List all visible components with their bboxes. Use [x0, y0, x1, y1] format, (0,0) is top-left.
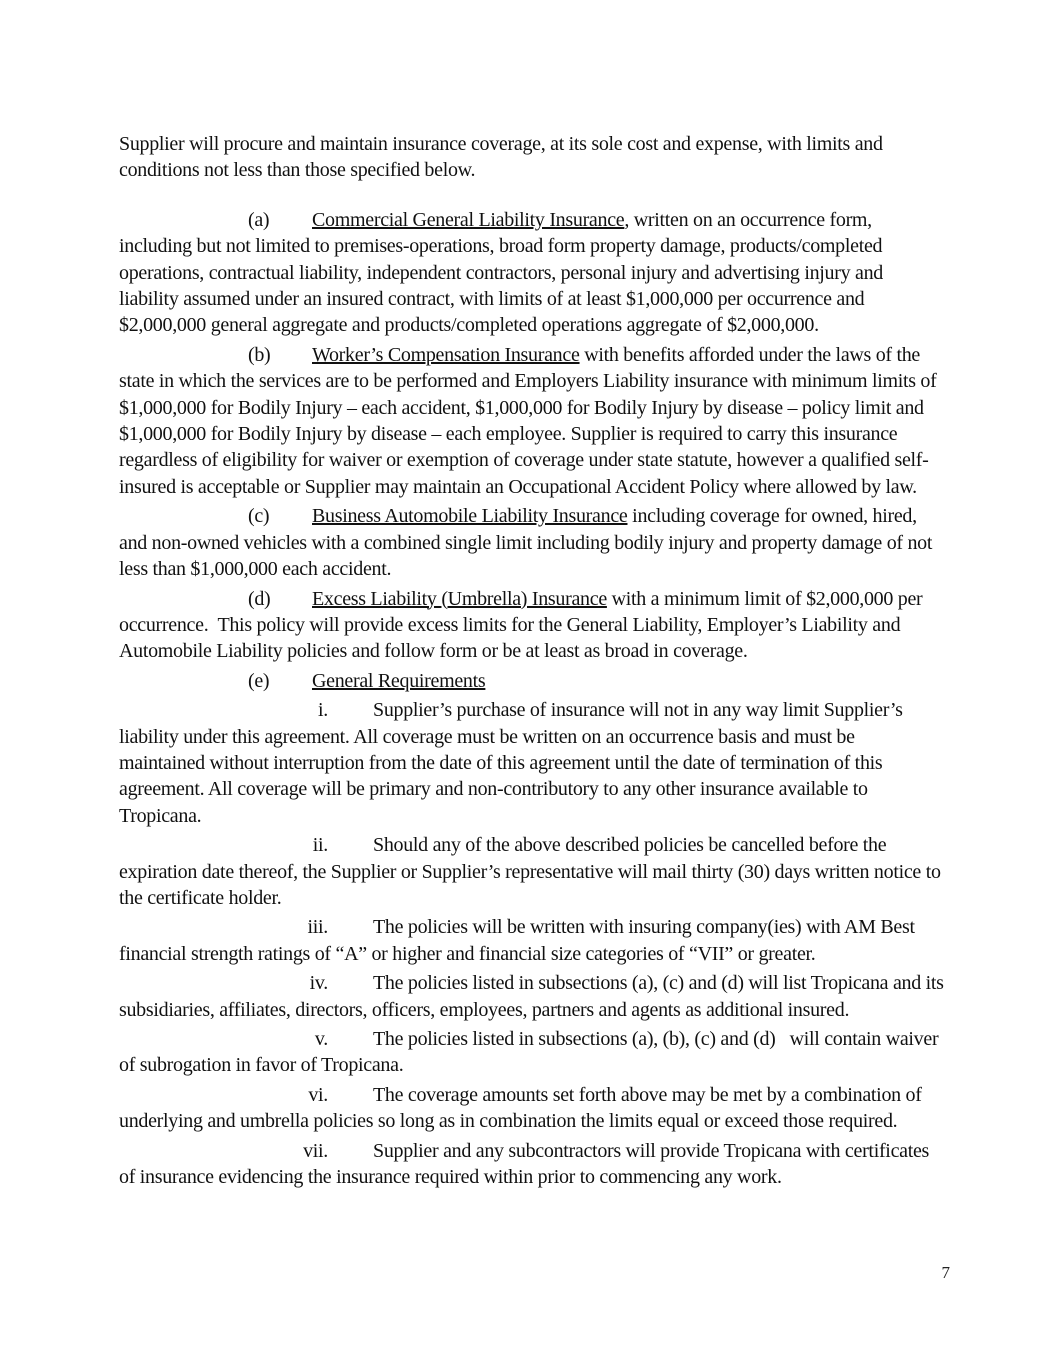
requirement-paragraph-iii [119, 914, 945, 967]
requirement-paragraph-vii [119, 1138, 945, 1191]
requirement-text-iii: The policies will be written with insuring company(ies) with AM Best financial strength ratings of “A” or higher and financial size categories of “VII” or greater. [119, 916, 920, 965]
requirement-text-i: Supplier’s purchase of insurance will not in any way limit Supplier’s liability under this agreement. All coverage must be written on an occurrence basis and must be maintained without interruption from the date of this agreement until the date of termination of this agreement. All coverage will be primary and non-contributory to any other insurance available to Tropicana. [119, 699, 908, 827]
requirement-number-ii: ii. [312, 834, 328, 857]
requirement-text-iv: The policies listed in subsections (a), (c) and (d) will list Tropicana and its subsidiaries, affiliates, directors, officers, employees, partners and agents as additional insured. [119, 972, 949, 1021]
section-label-c: (c) [248, 505, 270, 528]
section-title-b: Worker’s Compensation Insurance [312, 343, 580, 366]
requirement-text-v: The policies listed in subsections (a), (b), (c) and (d) will contain waiver of subrogation in favor of Tropicana. [119, 1028, 944, 1077]
requirement-paragraph-vi [119, 1082, 945, 1135]
requirement-paragraph-iv [119, 970, 949, 1023]
requirement-text-vii: Supplier and any subcontractors will provide Tropicana with certificates of insurance evidencing the insurance required within prior to commencing any work. [119, 1139, 934, 1189]
section-label-e: (e) [248, 669, 270, 692]
section-paragraph-e [119, 668, 945, 694]
section-label-b: (b) [248, 343, 271, 366]
paragraph-spacer [119, 187, 945, 207]
section-paragraph-d [119, 586, 945, 665]
section-label-d: (d) [248, 587, 271, 610]
requirement-number-vii: vii. [303, 1139, 328, 1162]
requirement-number-iii: iii. [307, 916, 328, 939]
section-body-a: , written on an occurrence form, including but not limited to premises-operations, broad form property damage, products/completed operations, contractual liability, independent contractors, personal injury and advertising injury and liability assumed under an insured contract, with limits of at least $1,000,000 per occurrence and $2,000,000 general aggregate and products/completed operations aggregate of $2,000,000. [119, 208, 888, 337]
section-paragraph-c [119, 503, 945, 582]
section-body-d: with a minimum limit of $2,000,000 per occurrence. This policy will provide excess limits for the General Liability, Employer’s Liability and Automobile Liability policies and follow form or be at least as broad in coverage. [119, 587, 928, 663]
page-number: 7 [941, 1263, 950, 1282]
requirement-text-ii: Should any of the above described policies be cancelled before the expiration date thereof, the Supplier or Supplier’s representative will mail thirty (30) days written notice to the certificate holder. [119, 834, 946, 909]
section-body-b: with benefits afforded under the laws of the state in which the services are to be performed and Employers Liability insurance with minimum limits of $1,000,000 for Bodily Injury – each accident, $1,000,000 for Bodily Injury by disease – policy limit and $1,000,000 for Bodily Injury by disease – each employee. Supplier is required to carry this insurance regardless of eligibility for waiver or exemption of coverage under state statute, however a qualified self-insured is acceptable or Supplier may maintain an Occupational Accident Policy where allowed by law. [119, 343, 942, 498]
requirement-paragraph-ii [119, 832, 945, 911]
intro-paragraph: Supplier will procure and maintain insurance coverage, at its sole cost and expense, with limits and conditions not less than those specified below. [119, 133, 883, 182]
section-paragraph-b [119, 342, 945, 500]
section-body-c: including coverage for owned, hired, and non-owned vehicles with a combined single limit including bodily injury and property damage of not less than $1,000,000 each accident. [119, 505, 937, 581]
section-paragraph-a [119, 207, 945, 339]
requirement-paragraph-i [119, 697, 945, 829]
requirement-number-iv: iv. [309, 972, 328, 995]
requirement-number-i: i. [318, 699, 328, 722]
section-title-c: Business Automobile Liability Insurance [312, 505, 628, 528]
section-title-a: Commercial General Liability Insurance [312, 208, 625, 231]
requirement-text-vi: The coverage amounts set forth above may be met by a combination of underlying and umbrella policies so long as in combination the limits equal or exceed those required. [119, 1083, 927, 1133]
requirement-number-v: v. [314, 1028, 328, 1050]
requirement-paragraph-v [119, 1026, 945, 1079]
section-title-d: Excess Liability (Umbrella) Insurance [312, 587, 607, 610]
requirement-number-vi: vi. [308, 1083, 328, 1106]
section-title-e: General Requirements [312, 669, 486, 692]
section-label-a: (a) [248, 208, 270, 231]
